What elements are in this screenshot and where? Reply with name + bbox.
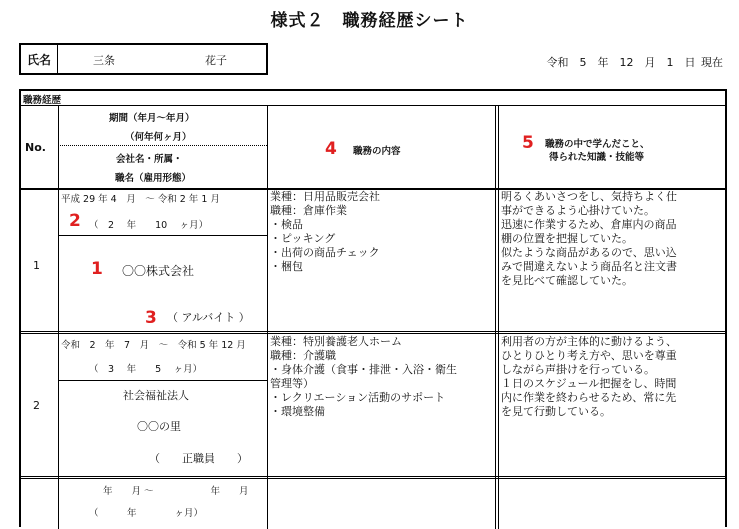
header-learned-2: 得られた知識・技能等 [549,152,645,163]
row2-employment-type: （ 正職員 ） [149,452,248,465]
row1-learned: 明るくあいさつをし、気持ちよく仕 事ができるよう心掛けていた。 迅速に作業するため、倉庫内の商品 棚の位置を把握していた。 似たような商品があるので、思い込 みで間違えないよう商品名と注文書 を見比べて確認していた。 [501,190,677,287]
marker-4: 4 [325,139,337,159]
marker-1: 1 [91,259,103,279]
row1-company: 〇〇株式会社 [122,264,195,278]
row2-company: 社会福祉法人 [123,389,189,402]
header-position: 職名（雇用形態） [115,173,192,184]
row2-duration: （ 3 年 5 ヶ月） [89,364,203,375]
row2-duties: 業種：特別養護老人ホーム 職種：介護職 ・身体介護（食事・排泄・入浴・衛生 管理等） ・レクリエーション活動のサポート ・環境整備 [270,335,457,418]
row2-workplace: 〇〇の里 [137,420,181,433]
row1-employment-type: （ アルバイト ） [167,311,250,324]
header-no: No. [25,141,46,154]
row2-learned: 利用者の方が主体的に動けるよう、 ひとりひとり考え方や、思いを尊重 しながら声掛けを行っている。 １日のスケジュール把握をし、時間 内に作業を終わらせるため、常に先 を見て行動している。 [501,335,677,418]
header-learned-1: 職務の中で学んだこと、 [545,139,650,150]
page-title: 様式２ 職務経歴シート [270,11,469,31]
row2-period: 令和 2 年 7 月 ～ 令和 5 年 12 月 [61,340,246,351]
header-company: 会社名・所属・ [116,154,183,165]
career-table [19,89,727,527]
marker-3: 3 [145,308,157,328]
header-duties: 職務の内容 [353,146,401,157]
first-name: 花子 [205,54,227,67]
section-label: 職務経歴 [23,95,62,106]
header-period: 期間（年月～年月） [109,113,195,124]
row1-no: 1 [33,259,40,272]
row1-duration: （ 2 年 10 ヶ月） [89,220,209,231]
marker-2: 2 [69,211,81,231]
header-duration: （何年何ヶ月） [125,132,192,143]
document-date: 令和 5 年 12 月 1 日 現在 [546,56,723,69]
last-name: 三条 [93,54,115,67]
marker-5: 5 [522,133,534,153]
name-label: 氏名 [21,45,58,73]
row1-duties: 業種：日用品販売会社 職種：倉庫作業 ・検品 ・ピッキング ・出荷の商品チェック ・梱包 [270,190,380,273]
row3-period: 年 月 ～ 年 月 [103,486,249,497]
row3-duration: （ 年 ヶ月） [89,508,204,519]
row1-period: 平成 29 年 4 月 ～ 令和 2 年 1 月 [61,194,220,205]
name-box [19,43,268,75]
row2-no: 2 [33,399,40,412]
